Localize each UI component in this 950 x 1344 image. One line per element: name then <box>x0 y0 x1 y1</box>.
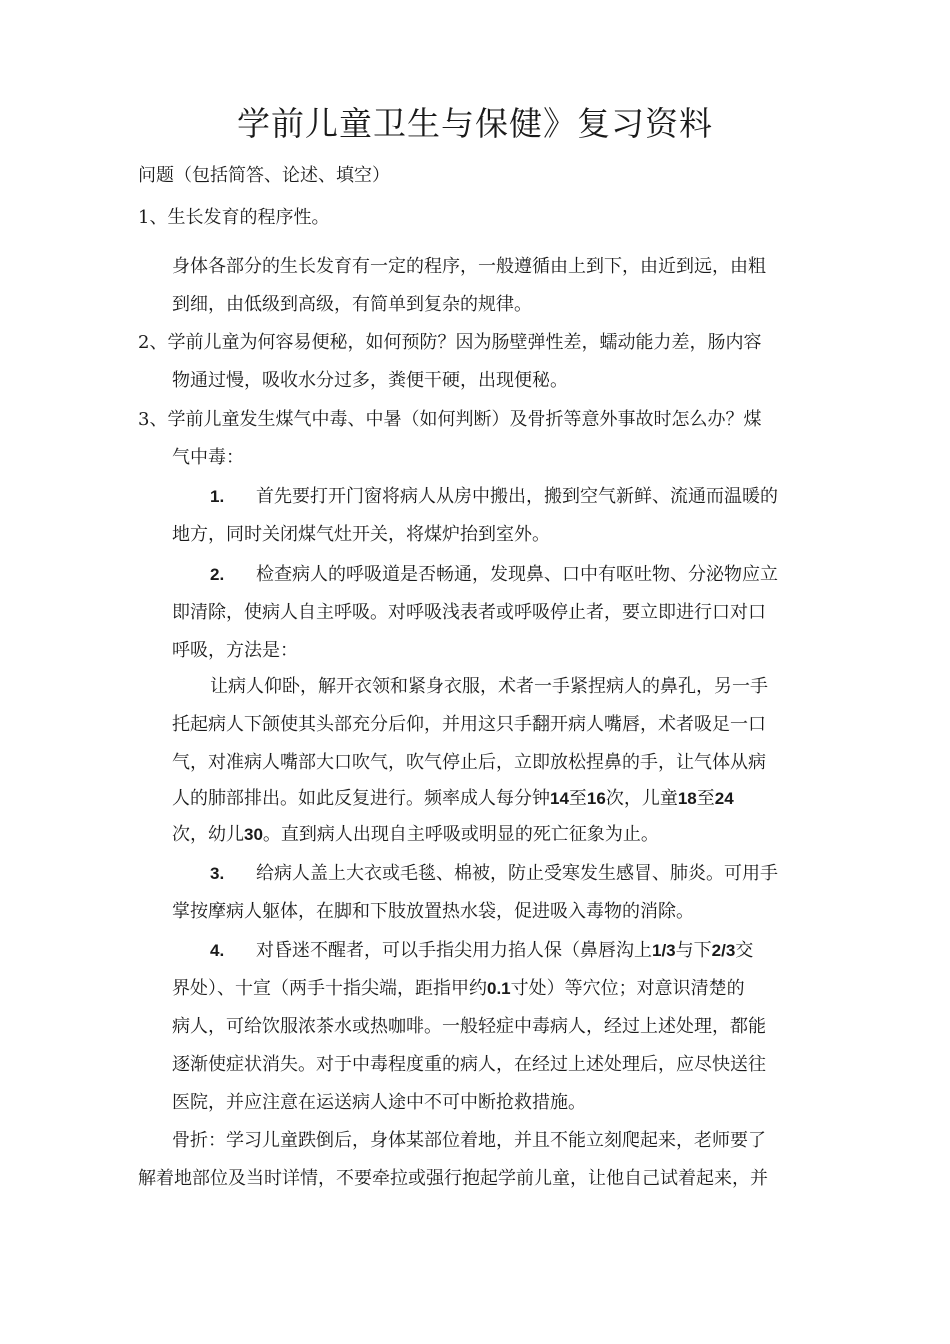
step2-text: 检查病人的呼吸道是否畅通，发现鼻、口中有呕吐物、分泌物应立 <box>256 564 778 585</box>
step3-text: 给病人盖上大衣或毛毯、棉被，防止受寒发生感冒、肺炎。可用手 <box>256 863 778 884</box>
method-text: 人的肺部排出。如此反复进行。频率成人每分钟 <box>172 788 550 809</box>
fracture-line: 骨折：学习儿童跌倒后，身体某部位着地，并且不能立刻爬起来，老师要了 <box>172 1130 766 1151</box>
step4-text: 寸处）等穴位；对意识清楚的 <box>510 978 745 999</box>
q3-line: 3、学前儿童发生煤气中毒、中暑（如何判断）及骨折等意外事故时怎么办？煤 <box>138 409 762 430</box>
method-line: 让病人仰卧，解开衣领和紧身衣服，术者一手紧捏病人的鼻孔，另一手 <box>210 676 768 697</box>
step3-number: 3. <box>210 864 225 883</box>
rate-value: 30 <box>244 825 263 844</box>
fraction-value: 2/3 <box>711 941 736 960</box>
step4-line: 逐渐使症状消失。对于中毒程度重的病人，在经过上述处理后，应尽快送往 <box>172 1054 766 1075</box>
step1-line <box>210 478 778 516</box>
method-line <box>172 816 659 854</box>
step4-text: 界处）、十宣（两手十指尖端，距指甲约 <box>172 978 487 999</box>
method-line: 托起病人下颌使其头部充分后仰，并用这只手翻开病人嘴唇，术者吸足一口 <box>172 714 766 735</box>
method-text: 至 <box>568 788 587 809</box>
step4-text: 与下 <box>675 940 712 961</box>
step4-text: 交 <box>735 940 754 961</box>
step4-number: 4. <box>210 941 225 960</box>
method-line <box>172 780 734 818</box>
step1-text: 首先要打开门窗将病人从房中搬出，搬到空气新鲜、流通而温暖的 <box>256 486 778 507</box>
step1-number: 1. <box>210 487 225 506</box>
fracture-line: 解着地部位及当时详情，不要牵拉或强行抱起学前儿童，让他自己试着起来，并 <box>138 1168 768 1189</box>
method-text: 。直到病人出现自主呼吸或明显的死亡征象为止。 <box>262 824 659 845</box>
fraction-value: 1/3 <box>652 941 676 960</box>
page-title: 学前儿童卫生与保健》复习资料 <box>237 104 713 143</box>
method-text: 次，幼儿 <box>172 824 244 845</box>
step2-number: 2. <box>210 565 225 584</box>
step4-line: 病人，可给饮服浓茶水或热咖啡。一般轻症中毒病人，经过上述处理，都能 <box>172 1016 766 1037</box>
method-text: 至 <box>696 788 715 809</box>
step3-line <box>210 855 778 893</box>
q2-line: 物通过慢，吸收水分过多，粪便干硬，出现便秘。 <box>172 370 568 391</box>
q1-heading: 1、生长发育的程序性。 <box>138 207 330 228</box>
step4-text: 对昏迷不醒者，可以手指尖用力掐人保（鼻唇沟上 <box>256 940 652 961</box>
step4-line <box>172 970 745 1008</box>
step2-line: 即清除，使病人自主呼吸。对呼吸浅表者或呼吸停止者，要立即进行口对口 <box>172 602 766 623</box>
q2-line: 2、学前儿童为何容易便秘，如何预防？因为肠壁弹性差，蠕动能力差，肠内容 <box>138 332 762 353</box>
distance-value: 0.1 <box>487 979 511 998</box>
method-line: 气，对准病人嘴部大口吹气，吹气停止后，立即放松捏鼻的手，让气体从病 <box>172 752 766 773</box>
step4-line <box>210 932 753 970</box>
method-text: 次，儿童 <box>605 788 678 809</box>
rate-value: 14 <box>550 789 569 808</box>
step4-line: 医院，并应注意在运送病人途中不可中断抢救措施。 <box>172 1092 586 1113</box>
q3-line: 气中毒： <box>172 447 244 468</box>
q1-answer-line: 身体各部分的生长发育有一定的程序，一般遵循由上到下，由近到远，由粗 <box>172 256 766 277</box>
step2-line: 呼吸，方法是： <box>172 640 298 661</box>
rate-value: 24 <box>714 789 734 808</box>
rate-value: 16 <box>586 789 606 808</box>
subtitle: 问题（包括简答、论述、填空） <box>138 165 390 186</box>
q1-answer-line: 到细，由低级到高级，有简单到复杂的规律。 <box>172 294 532 315</box>
step1-line: 地方，同时关闭煤气灶开关，将煤炉抬到室外。 <box>172 524 550 545</box>
step3-line: 掌按摩病人躯体，在脚和下肢放置热水袋，促进吸入毒物的消除。 <box>172 901 694 922</box>
rate-value: 18 <box>677 789 697 808</box>
step2-line <box>210 556 778 594</box>
